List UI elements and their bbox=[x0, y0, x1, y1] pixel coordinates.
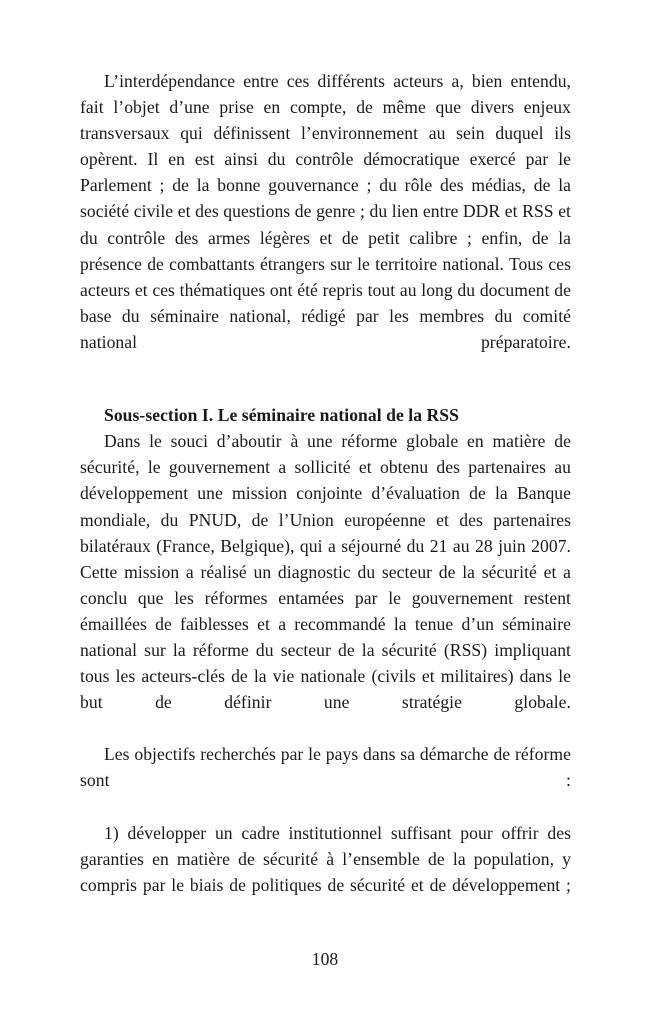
subsection-heading: Sous-section I. Le séminaire national de la RSS bbox=[104, 405, 459, 426]
paragraph-objectifs-intro: Les objectifs recherchés par le pays dans sa démarche de réforme sont : bbox=[80, 744, 571, 791]
paragraph-mission-evaluation: Dans le souci d’aboutir à une réforme globale en matière de sécurité, le gouvernement a sollicité et obtenu des partenaires au développement une mission conjointe d’évaluation de la Banque mondiale, du PNUD, de l’Union européenne et des partenaires bilatéraux (France, Belgique), qui a séjourné du 21 au 28 juin 2007. Cette mission a réalisé un diagnostic du secteur de la sécurité et a conclu que les réformes entamées par le gouvernement restent émaillées de faiblesses et a recommandé la tenue d’un séminaire national sur la réforme du secteur de la sécurité (RSS) impliquant tous les acteurs-clés de la vie nationale (civils et militaires) dans le but de définir une stratégie globale. bbox=[80, 431, 571, 713]
paragraph-objectif-1: 1) développer un cadre institutionnel suffisant pour offrir des garanties en matière de sécurité à l’ensemble de la population, y compris par le biais de politiques de sécurité et de développement ; bbox=[80, 822, 571, 895]
text-column bbox=[80, 68, 571, 924]
page-number: 108 bbox=[311, 949, 339, 969]
paragraph-interdependance: L’interdépendance entre ces différents acteurs a, bien entendu, fait l’objet d’une prise en compte, de même que divers enjeux transversaux qui définissent l’environnement au sein duquel ils opèrent. Il en est ainsi du contrôle démocratique exercé par le Parlement ; de la bonne gouvernance ; du rôle des médias, de la société civile et des questions de genre ; du lien entre DDR et RSS et du contrôle des armes légères et de petit calibre ; enfin, de la présence de combattants étrangers sur le territoire national. Tous ces acteurs et ces thématiques ont été repris tout au long du document de base du séminaire national, rédigé par les membres du comité national préparatoire. bbox=[80, 71, 571, 352]
